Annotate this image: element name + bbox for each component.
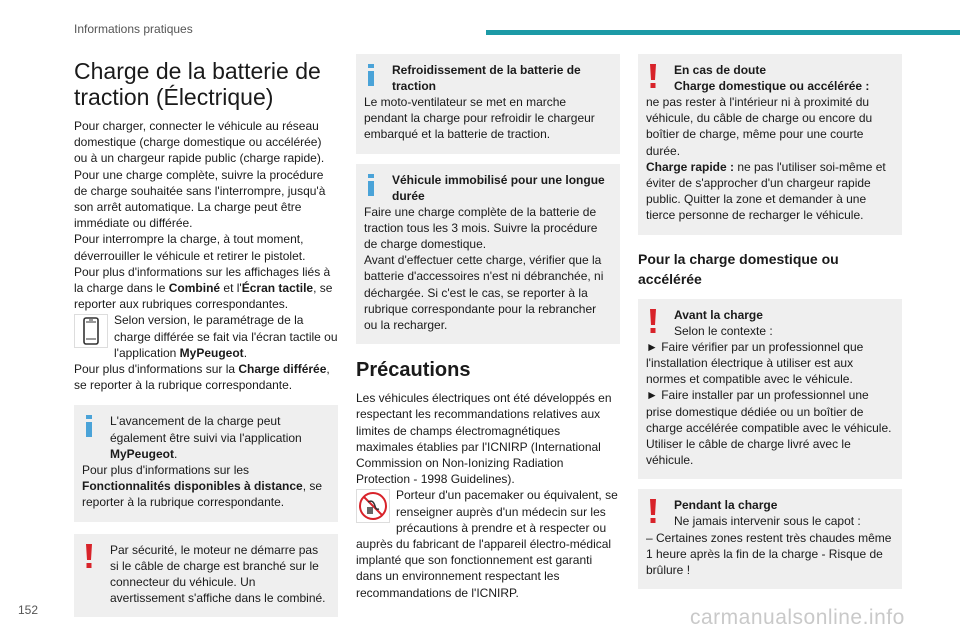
paragraph: Pour charger, connecter le véhicule au réseau domestique (charge domestique ou accélérée) ou à un chargeur rapide public (charge rapide).	[74, 119, 325, 166]
paragraph: Selon version, le paramétrage de la charge différée se fait via l'écran tactile ou l'application MyPeugeot.	[74, 312, 338, 361]
pacemaker-icon	[356, 489, 390, 523]
warning-icon	[648, 499, 658, 528]
column-3	[638, 54, 902, 599]
warning-box: Pendant la charge Ne jamais intervenir sous le capot : – Certaines zones restent très chaudes même 1 heure après la fin de la charge - Risque de brûlure !	[638, 489, 902, 589]
info-icon	[366, 64, 376, 91]
info-box: Refroidissement de la batterie de traction Le moto-ventilateur se met en marche pendant la charge pour refroidir le chargeur embarqué et la batterie de traction.	[356, 54, 620, 154]
warning-box: Par sécurité, le moteur ne démarre pas si le câble de charge est branché sur le connecteur du véhicule. Un avertissement s'affiche dans le combiné.	[74, 534, 338, 618]
paragraph: Pour plus d'informations sur les affichages liés à la charge dans le Combiné et l'Écran tactile, se reporter aux rubriques correspondantes.	[74, 264, 333, 312]
paragraph: Pour plus d'informations sur la Charge différée, se reporter à la rubrique correspondante.	[74, 362, 330, 393]
running-header: Informations pratiques	[74, 22, 193, 36]
warning-icon	[648, 64, 658, 93]
watermark: carmanualsonline.info	[690, 606, 905, 629]
header-accent-bar	[486, 30, 960, 35]
column-1	[74, 54, 338, 627]
page-title: Charge de la batterie de traction (Électrique)	[74, 58, 321, 110]
column-2	[356, 54, 620, 601]
info-icon	[366, 174, 376, 201]
info-box: Véhicule immobilisé pour une longue durée Faire une charge complète de la batterie de traction tous les 3 mois. Suivre la procédure de charge domestique. Avant d'effectuer cette charge, vérifier que la batterie d'accessoires n'est ni débranchée, ni déchargée. Si c'est le cas, se reporter à la rubrique correspondante pour la rebrancher ou la recharger.	[356, 164, 620, 345]
warning-icon	[84, 544, 94, 573]
paragraph: Pour interrompre la charge, à tout moment, déverrouiller le véhicule et retirer le pistolet.	[74, 232, 306, 263]
page-number: 152	[18, 603, 39, 617]
info-box: L'avancement de la charge peut également être suivi via l'application MyPeugeot. Pour plus d'informations sur les Fonctionnalités disponibles à distance, se reporter à la rubrique correspondante.	[74, 405, 338, 521]
section-heading: Pour la charge domestique ou accélérée	[638, 250, 839, 287]
info-icon	[84, 415, 94, 442]
paragraph: Porteur d'un pacemaker ou équivalent, se renseigner auprès d'un médecin sur les précautions à prendre et à respecter ou auprès du fabricant de l'appareil électro-médical implanté que son fonctionnement est garanti dans un environnement respectant les recommandations de l'ICNIRP.	[356, 488, 618, 600]
paragraph: Pour une charge complète, suivre la procédure de charge souhaitée sans l'interrompre, jusqu'à son arrêt automatique. La charge peut être immédiate ou différée.	[74, 167, 326, 231]
smartphone-icon	[74, 314, 108, 348]
warning-box: En cas de doute Charge domestique ou accélérée : ne pas rester à l'intérieur ni à proximité du véhicule, du câble de charge ou encore du boîtier de charge, même pour une courte durée. Charge rapide : ne pas l'utiliser soi-même et éviter de s'approcher d'un chargeur rapide public. Quitter la zone et demander à une tierce personne de recharger le véhicule.	[638, 54, 902, 235]
section-heading: Précautions	[356, 359, 471, 382]
paragraph: Les véhicules électriques ont été développés en respectant les recommandations relatives aux limites de champs électromagnétiques maximales établies par l'ICNIRP (International Commission on Non-Ionizing Radiation Protection - 1998 Guidelines).	[356, 391, 612, 487]
warning-box: Avant la charge Selon le contexte : ► Faire vérifier par un professionnel que l'installation électrique à utiliser est aux normes et compatible avec le véhicule. ► Faire installer par un professionnel une prise domestique dédiée ou un boîtier de charge accélérée compatible avec le véhicule. Utiliser le câble de charge livré avec le véhicule.	[638, 299, 902, 480]
warning-icon	[648, 309, 658, 338]
